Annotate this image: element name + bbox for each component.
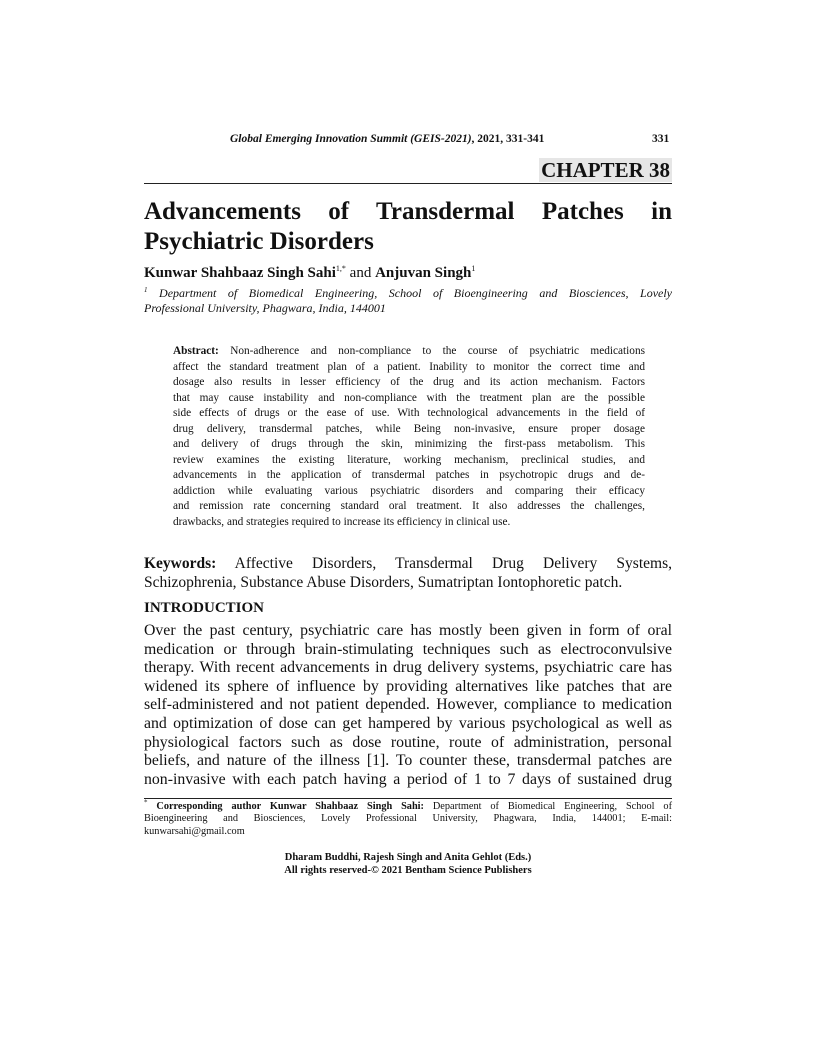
body-line: physiological factors such as dose routine, route of administration, personal — [144, 733, 672, 751]
footnote-superscript: * — [144, 798, 148, 807]
body-line: self-administered and not patient depended. However, compliance to medication — [144, 696, 672, 714]
abstract-text: Non-adherence and non-compliance to the course of psychiatric medications — [230, 345, 645, 357]
keywords-text: Affective Disorders, Transdermal Drug Delivery Systems, — [234, 555, 672, 572]
keywords — [144, 554, 672, 592]
abstract-line: affect the standard treatment plan of a patient. Inability to monitor the correct time and — [173, 360, 645, 373]
keywords-line: Schizophrenia, Substance Abuse Disorders, Sumatriptan Iontophoretic patch. — [144, 574, 623, 591]
keywords-label: Keywords: — [144, 555, 217, 572]
author-name: Anjuvan Singh — [375, 265, 472, 281]
editors-line: Dharam Buddhi, Rajesh Singh and Anita Gehlot (Eds.) — [284, 852, 532, 863]
body-line: Over the past century, psychiatric care has mostly been given in form of oral — [144, 622, 672, 639]
abstract-line: review examines the existing literature, working mechanism, preclinical studies, and — [173, 453, 645, 466]
affiliation-text: Department of Biomedical Engineering, School of Bioengineering and Biosciences, Lovely — [159, 286, 673, 300]
body-line: medication or through brain-stimulating techniques such as electroconvulsive — [144, 640, 672, 658]
footnote-text: Department of Biomedical Engineering, School of — [432, 801, 673, 812]
abstract-line: advancements in the application of transdermal patches in psychotropic drugs and de- — [173, 469, 645, 481]
footnote-rule — [144, 798, 672, 799]
authors — [144, 264, 475, 282]
introduction-body — [144, 622, 672, 789]
abstract-line: and delivery of drugs through the skin, minimizing the first-pass metabolism. This — [173, 438, 645, 450]
footnote-label: Corresponding author Kunwar Shahbaaz Singh Sahi: — [156, 801, 424, 812]
affiliation-superscript: 1 — [144, 286, 148, 294]
abstract-line: drug delivery, transdermal patches, while Being non-invasive, ensure proper dosage — [173, 422, 645, 435]
body-line: beliefs, and nature of the illness [1]. To counter these, transdermal patches are — [144, 752, 672, 770]
abstract-line — [173, 344, 645, 360]
footnote — [144, 798, 673, 838]
footnote-line — [144, 798, 673, 813]
article-title — [144, 197, 672, 257]
body-line: and optimization of dose can get hampered by various psychological as well as — [144, 714, 672, 732]
abstract — [173, 344, 645, 530]
affiliation-line: Professional University, Phagwara, India, 144001 — [144, 301, 386, 315]
page-number: 331 — [652, 133, 670, 145]
section-heading: INTRODUCTION — [144, 600, 265, 616]
body-line: widened its sphere of influence by providing alternatives like patches that are — [144, 677, 672, 695]
body-line: non-invasive with each patch having a period of 1 to 7 days of sustained drug — [144, 770, 672, 788]
author-and: and — [345, 265, 376, 281]
footnote-line: Bioengineering and Biosciences, Lovely Professional University, Phagwara, India, 144001; E-mail: — [144, 813, 672, 825]
footnote-email: kunwarsahi@gmail.com — [144, 825, 245, 837]
abstract-label: Abstract: — [173, 345, 219, 357]
abstract-line: dosage also results in lesser efficiency of the drug and its action mechanism. Factors — [173, 376, 645, 388]
abstract-line: that may cause instability and non-compliance with the treatment plan are the possible — [173, 391, 645, 404]
author-name: Kunwar Shahbaaz Singh Sahi — [144, 265, 336, 281]
title-line: Psychiatric Disorders — [144, 228, 374, 255]
affiliation — [144, 286, 672, 316]
rights-line: All rights reserved-© 2021 Bentham Science Publishers — [284, 865, 532, 876]
keywords-line — [144, 554, 672, 573]
author-superscript: 1,* — [335, 264, 346, 273]
affiliation-line — [144, 286, 672, 301]
title-line: Advancements of Transdermal Patches in — [144, 198, 672, 225]
conference-details: , 2021, 331-341 — [471, 133, 545, 145]
abstract-line: drawbacks, and strategies required to increase its efficiency in clinical use. — [173, 515, 511, 528]
running-head — [230, 133, 544, 145]
publisher-footer — [0, 851, 816, 877]
chapter-label: CHAPTER 38 — [541, 158, 670, 182]
header-rule — [144, 183, 672, 184]
conference-name: Global Emerging Innovation Summit (GEIS-2021) — [230, 133, 472, 145]
abstract-line: side effects of drugs or the ease of use. With technological advancements in the field of — [173, 407, 645, 419]
author-superscript: 1 — [471, 264, 476, 273]
abstract-line: addiction while evaluating various psychiatric disorders and comparing their efficacy — [173, 484, 645, 497]
abstract-line: and remission rate concerning standard oral treatment. It also addresses the challenges, — [173, 500, 645, 512]
body-line: therapy. With recent advancements in drug delivery systems, psychiatric care has — [144, 659, 672, 677]
